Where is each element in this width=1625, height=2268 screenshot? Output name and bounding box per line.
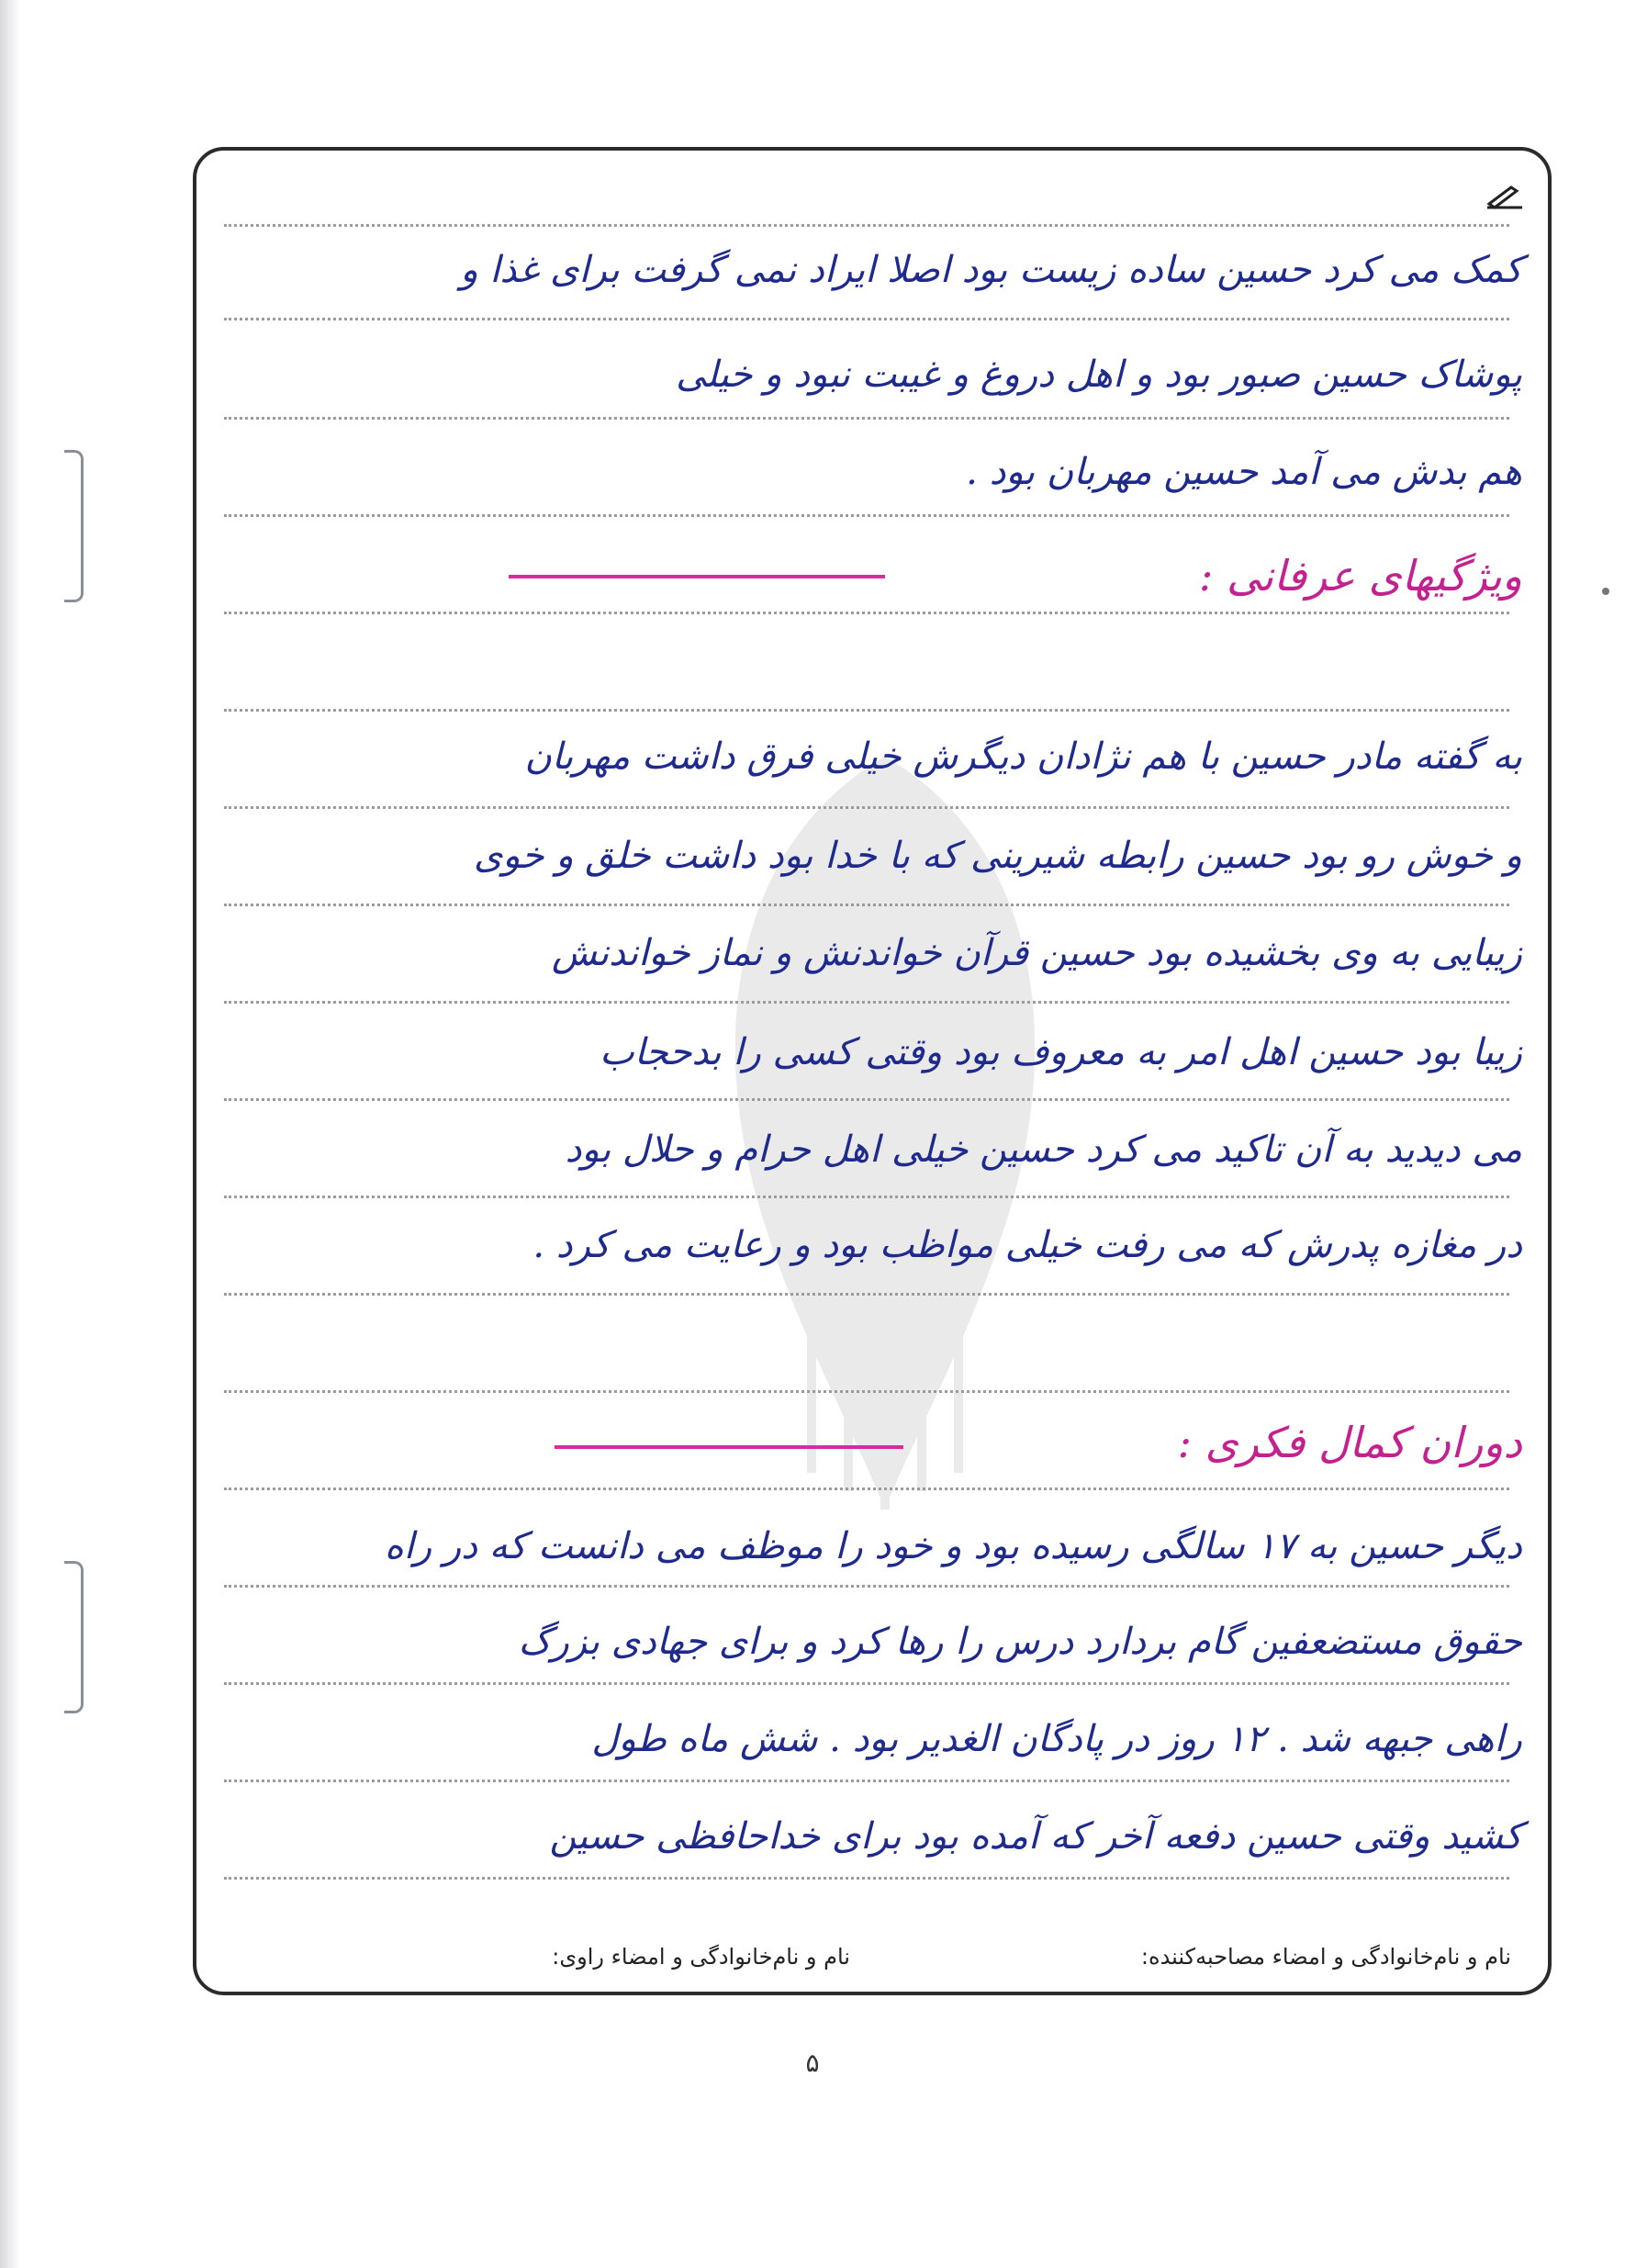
- ruled-line: [224, 417, 1509, 420]
- heading-underline: [509, 575, 885, 578]
- ruled-line: [224, 709, 1509, 712]
- section-heading: ویژگیهای عرفانی :: [1198, 551, 1522, 601]
- margin-dot: [1602, 588, 1609, 595]
- page-number: ۵: [805, 2048, 820, 2078]
- handwritten-line: پوشاک حسین صبور بود و اهل دروغ و غیبت نبود و خیلی: [676, 354, 1522, 396]
- ruled-line: [224, 1001, 1509, 1004]
- page-edge-shadow: [0, 0, 20, 2268]
- heading-underline: [555, 1445, 903, 1449]
- handwritten-line: دیگر حسین به ۱۷ سالگی رسیده بود و خود را موظف می دانست که در راه: [384, 1525, 1522, 1567]
- ruled-line: [224, 806, 1509, 809]
- ruled-line: [224, 1682, 1509, 1685]
- handwritten-line: و خوش رو بود حسین رابطه شیرینی که با خدا بود داشت خلق و خوی: [473, 835, 1522, 877]
- handwritten-line: کمک می کرد حسین ساده زیست بود اصلا ایراد نمی گرفت برای غذا و: [460, 249, 1522, 291]
- handwritten-line: به گفته مادر حسین با هم نژادان دیگرش خیلی فرق داشت مهربان: [524, 735, 1522, 778]
- section-heading: دوران کمال فکری :: [1177, 1418, 1522, 1467]
- notebook-frame: [193, 147, 1552, 1995]
- handwritten-line: می دیدید به آن تاکید می کرد حسین خیلی اهل حرام و حلال بود: [565, 1128, 1522, 1171]
- handwritten-line: راهی جبهه شد . ۱۲ روز در پادگان الغدیر بود . شش ماه طول: [591, 1718, 1522, 1760]
- narrator-signature-label: نام و نام‌خانوادگی و امضاء راوی:: [552, 1944, 850, 1970]
- handwritten-line: کشید وقتی حسین دفعه آخر که آمده بود برای خداحافظی حسین: [549, 1815, 1522, 1858]
- staple-top: [64, 450, 84, 602]
- ruled-line: [224, 904, 1509, 906]
- handwritten-line: هم بدش می آمد حسین مهربان بود .: [966, 451, 1522, 493]
- ruled-line: [224, 612, 1509, 614]
- interviewer-signature-label: نام و نام‌خانوادگی و امضاء مصاحبه‌کننده:: [1140, 1944, 1511, 1970]
- ruled-line: [224, 1877, 1509, 1880]
- handwritten-line: در مغازه پدرش که می رفت خیلی مواظب بود و رعایت می کرد .: [532, 1224, 1522, 1266]
- ruled-line: [224, 514, 1509, 517]
- ruled-line: [224, 1098, 1509, 1101]
- ruled-line: [224, 1390, 1509, 1393]
- ruled-line: [224, 1488, 1509, 1490]
- handwritten-line: زیبایی به وی بخشیده بود حسین قرآن خواندنش و نماز خواندنش: [551, 932, 1522, 974]
- ruled-line: [224, 1585, 1509, 1588]
- ruled-line: [224, 1780, 1509, 1782]
- staple-bottom: [64, 1561, 84, 1713]
- ruled-line: [224, 1293, 1509, 1296]
- pen-writing-icon: [1485, 182, 1526, 209]
- ruled-line: [224, 224, 1509, 227]
- handwritten-line: زیبا بود حسین اهل امر به معروف بود وقتی کسی را بدحجاب: [600, 1031, 1522, 1073]
- handwritten-line: حقوق مستضعفین گام بردارد درس را رها کرد و برای جهادی بزرگ: [518, 1621, 1522, 1663]
- ruled-line: [224, 318, 1509, 320]
- ruled-line: [224, 1196, 1509, 1198]
